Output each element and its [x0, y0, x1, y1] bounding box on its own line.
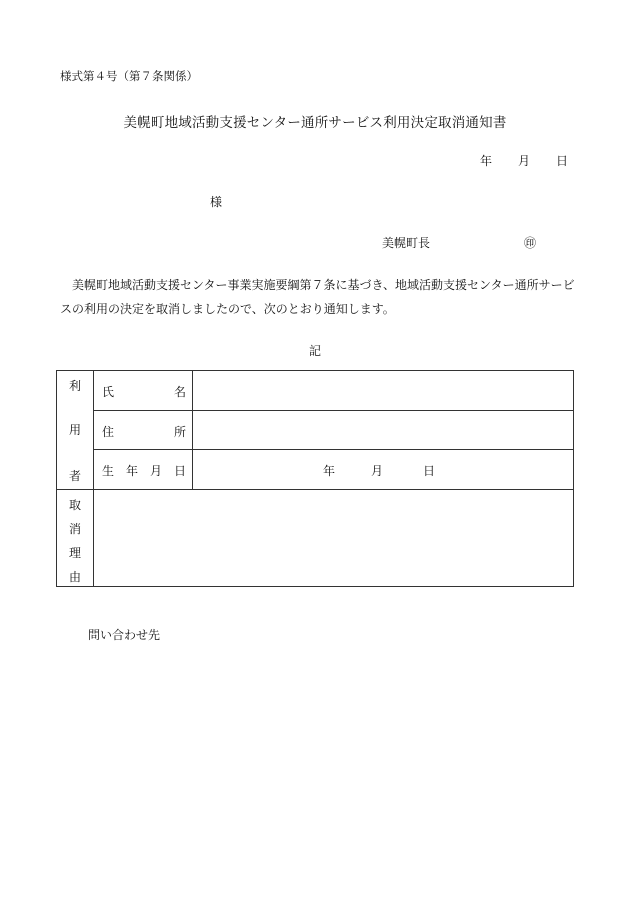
user-label-char: 利	[69, 379, 82, 393]
sender-name: 美幌町長	[382, 236, 431, 250]
birth-day: 日	[423, 464, 436, 479]
form-number: 様式第４号（第７条関係）	[60, 69, 198, 83]
recipient-suffix: 様	[210, 195, 223, 209]
reason-label-char: 取	[69, 498, 82, 512]
birth-month: 月	[371, 464, 384, 479]
birth-label-char: 日	[174, 464, 187, 479]
name-value-cell[interactable]	[193, 371, 574, 411]
birth-label-char: 生	[102, 464, 115, 479]
birthdate-label-cell	[94, 450, 193, 490]
table-row-birthdate	[57, 450, 574, 490]
birth-label-char: 年	[126, 464, 139, 479]
body-paragraph: 美幌町地域活動支援センター事業実施要綱第７条に基づき、地域活動支援センター通所サービスの利用の決定を取消しましたので、次のとおり通知します。	[60, 278, 575, 316]
birthdate-value-cell[interactable]	[193, 450, 574, 490]
ki-heading: 記	[308, 344, 321, 358]
birth-label-char: 月	[150, 464, 163, 479]
date-year: 年	[480, 154, 493, 168]
user-label-char: 者	[69, 469, 82, 483]
reason-label-char: 消	[69, 522, 82, 536]
name-label-char: 名	[174, 385, 187, 399]
issue-date	[480, 152, 568, 169]
address-value-cell[interactable]	[193, 410, 574, 450]
address-label-char: 所	[174, 424, 187, 439]
table-row-name	[57, 371, 574, 411]
reason-label-cell	[57, 490, 94, 587]
name-label-char: 氏	[102, 385, 115, 399]
user-label-cell	[57, 371, 94, 490]
table-row-reason	[57, 490, 574, 587]
date-month: 月	[518, 154, 531, 168]
user-label-char: 用	[69, 423, 82, 437]
name-label-cell	[94, 371, 193, 411]
seal-mark: ㊞	[524, 236, 537, 250]
address-label-char: 住	[102, 424, 115, 439]
contact-label: 問い合わせ先	[88, 628, 161, 642]
reason-label-char: 由	[69, 570, 82, 584]
date-day: 日	[556, 154, 569, 168]
info-table	[56, 370, 574, 587]
reason-value-cell[interactable]	[94, 490, 574, 587]
document-title: 美幌町地域活動支援センター通所サービス利用決定取消通知書	[123, 115, 507, 131]
birth-year: 年	[323, 464, 336, 479]
address-label-cell	[94, 410, 193, 450]
reason-label-char: 理	[69, 546, 82, 560]
table-row-address	[57, 410, 574, 450]
